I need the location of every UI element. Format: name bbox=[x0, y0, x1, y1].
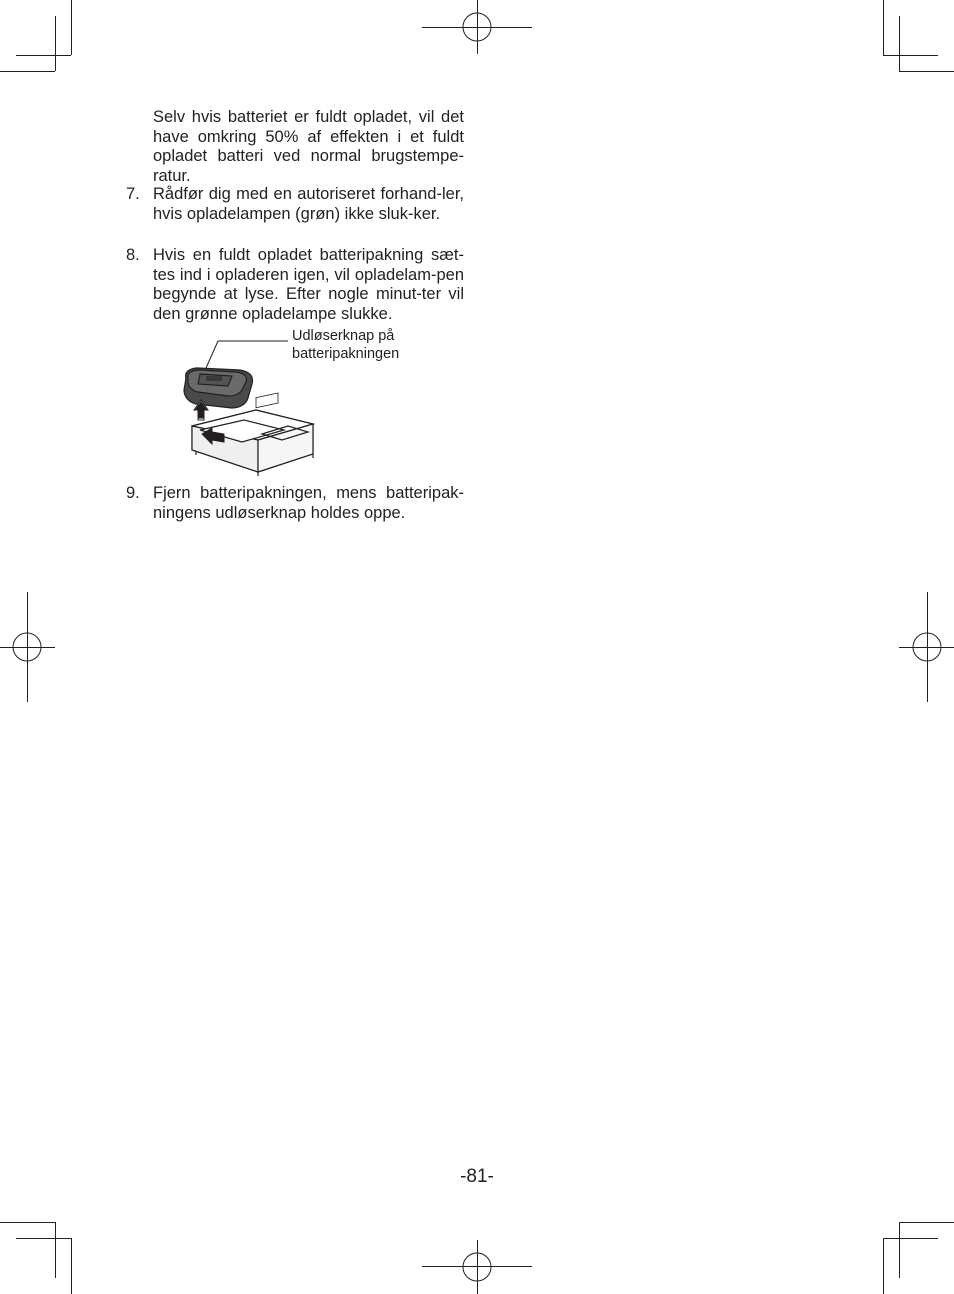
item-9-number: 9. bbox=[126, 484, 140, 502]
item-7-text: Rådfør dig med en autoriseret forhand-ler, hvis opladelampen (grøn) ikke sluk-ker. bbox=[153, 185, 464, 223]
intro-paragraph: Selv hvis batteriet er fuldt opladet, vil det have omkring 50% af effekten i et fuldt opladet batteri ved normal brugstempe-ratur. bbox=[153, 108, 464, 185]
item-9-text: Fjern batteripakningen, mens batteripak-ningens udløserknap holdes oppe. bbox=[153, 484, 464, 522]
callout-label-line1: Udløserknap på bbox=[292, 328, 395, 344]
battery-pack-icon bbox=[184, 368, 253, 408]
battery-charger-figure bbox=[170, 330, 330, 478]
item-7-number: 7. bbox=[126, 185, 140, 203]
callout-label-line2: batteripakningen bbox=[292, 346, 400, 362]
page-number: -81- bbox=[460, 1166, 494, 1187]
item-8-number: 8. bbox=[126, 246, 140, 264]
item-8-text: Hvis en fuldt opladet batteripakning sæt-tes ind i opladeren igen, vil opladelam-pen begynde at lyse. Efter nogle minut-ter vil den grønne opladelampe slukke. bbox=[153, 246, 464, 323]
